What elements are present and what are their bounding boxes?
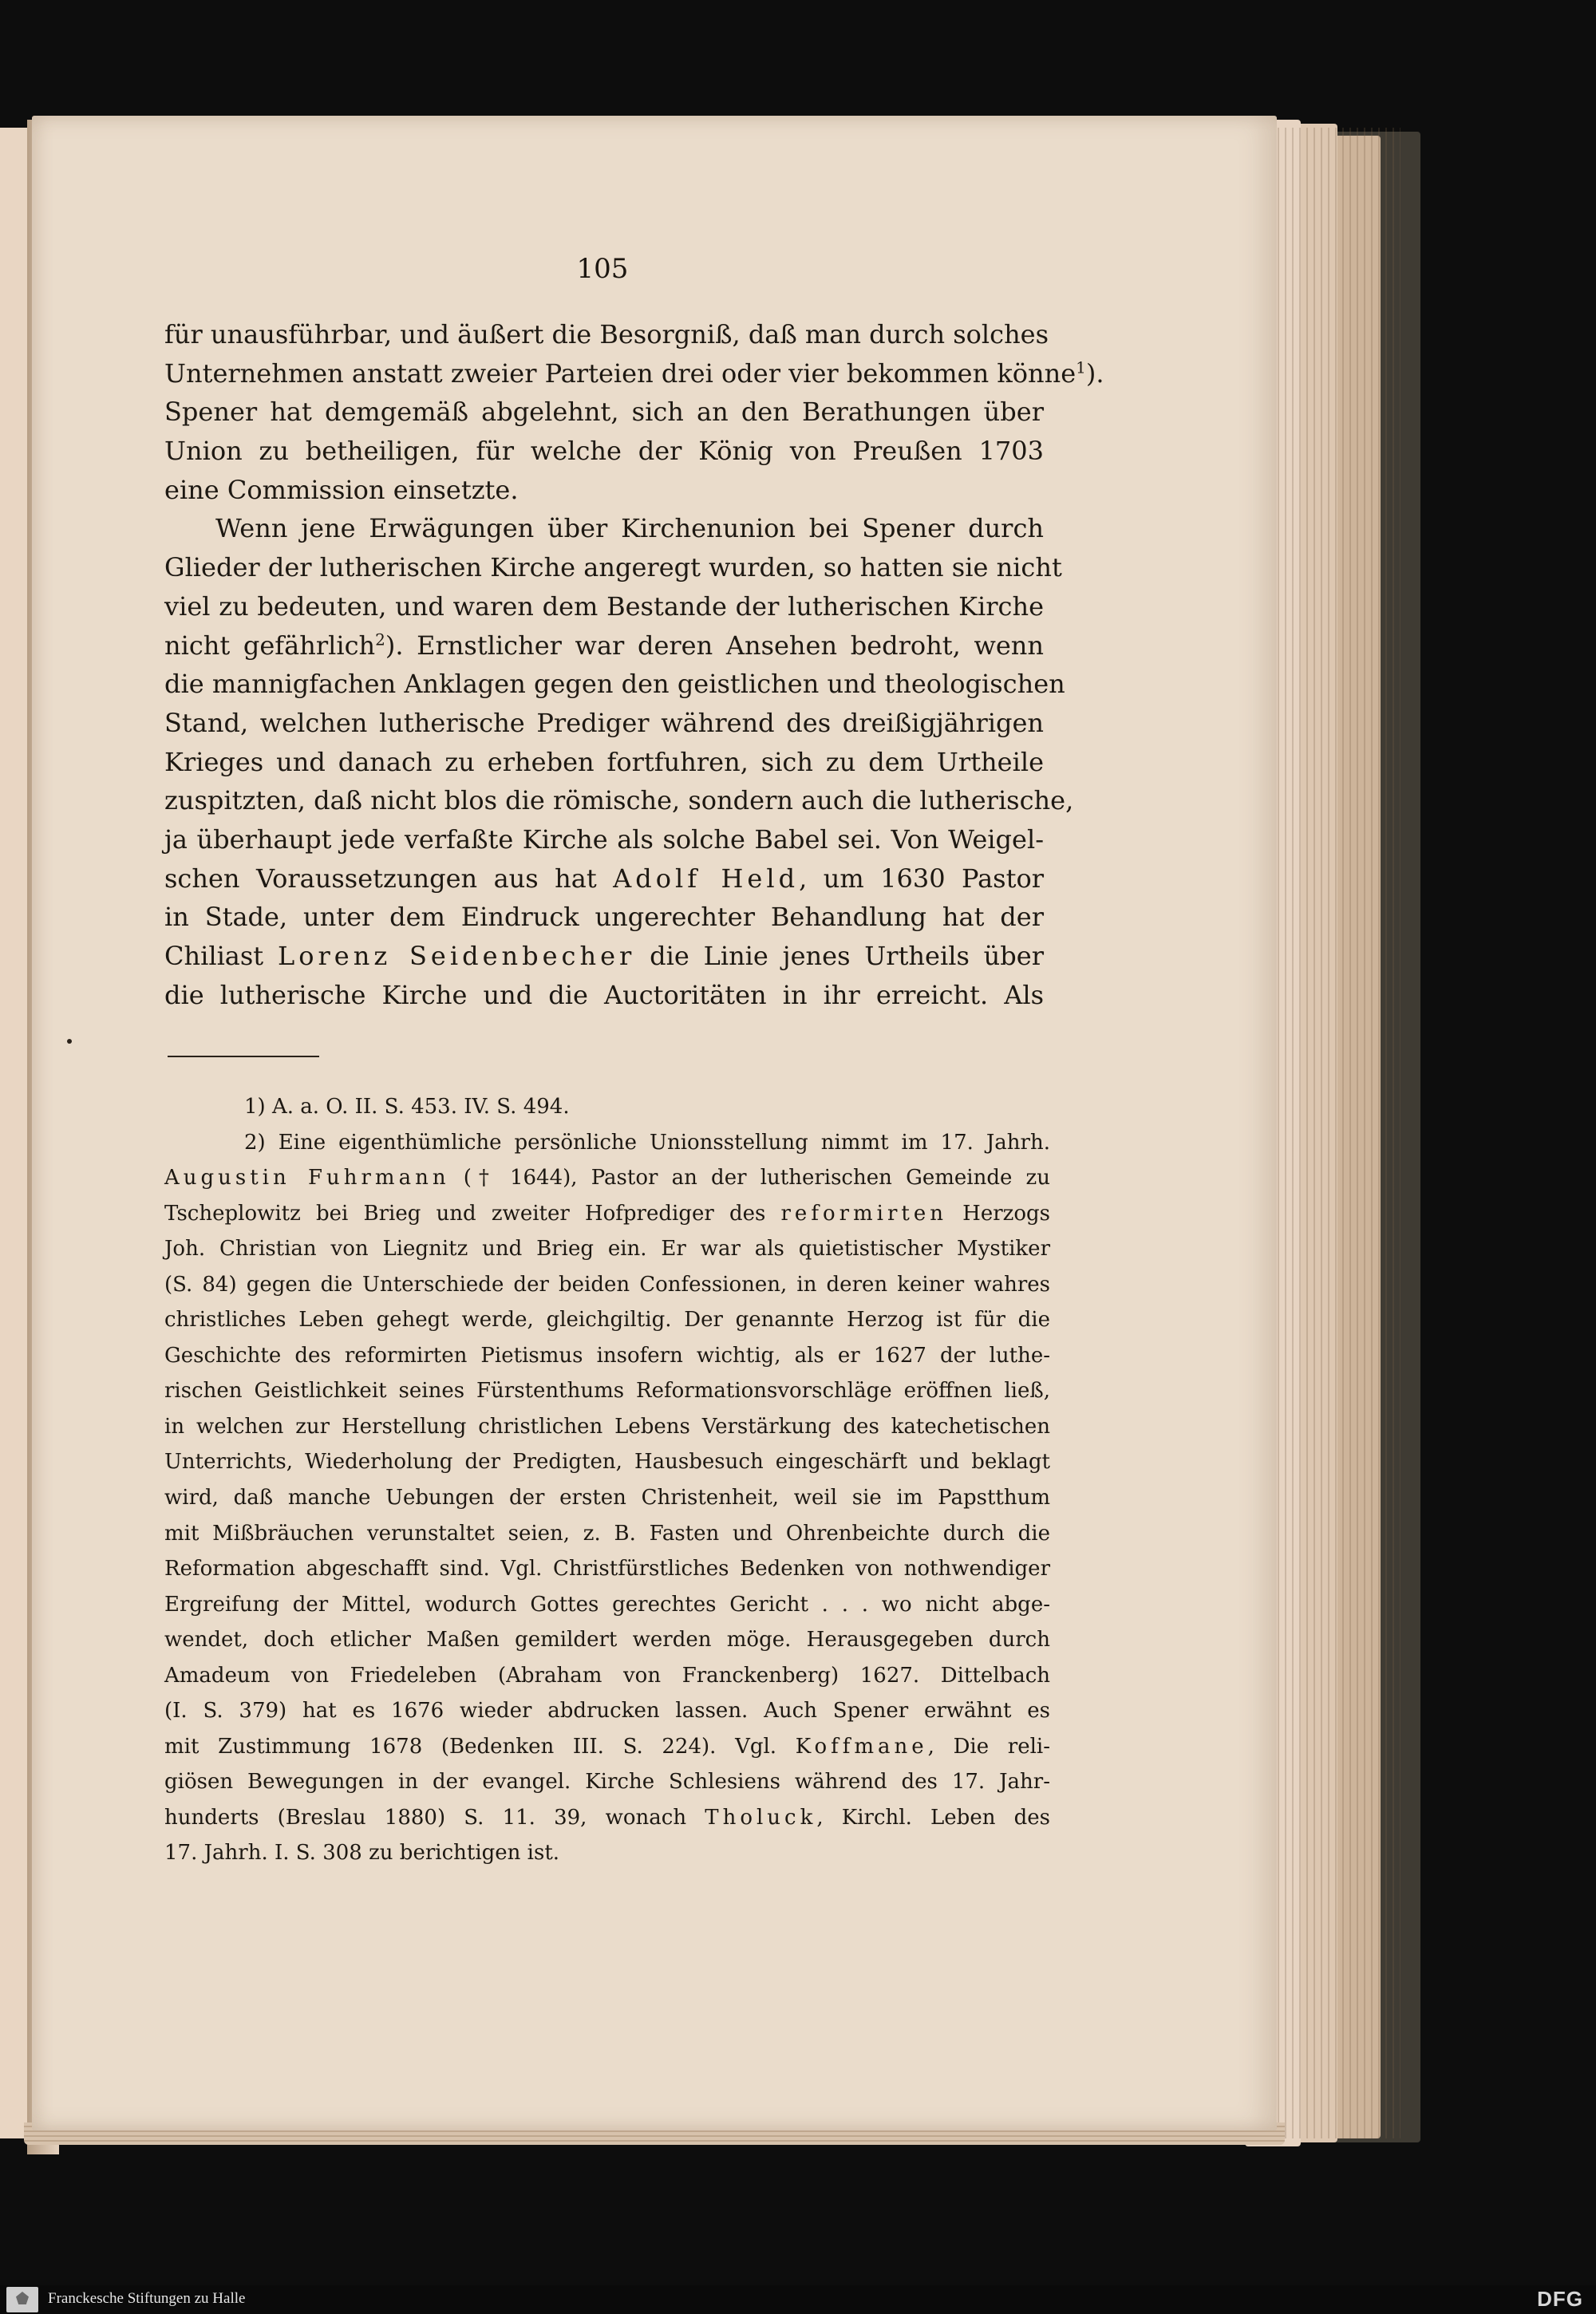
body-line: Spener hat demgemäß abgelehnt, sich an den Berathungen über [164,397,1044,428]
footnote-rule [168,1056,319,1057]
footnote-ref: 2 [375,629,385,649]
body-line: Wenn jene Erwägungen über Kirchenunion bei Spener durch [215,513,1044,544]
footnote-line: christliches Leben gehegt werde, gleichgiltig. Der genannte Herzog ist für die [164,1308,1050,1333]
footnote-line: 2) Eine eigenthümliche persönliche Unionsstellung nimmt im 17. Jahrh. [244,1130,1050,1155]
body-line: schen Voraussetzungen aus hat Adolf Held, um 1630 Pastor [164,863,1045,894]
footnote-line: giösen Bewegungen in der evangel. Kirche Schlesiens während des 17. Jahr- [164,1770,1050,1795]
body-line: eine Commission einsetzte. [164,474,519,505]
body-line: die lutherische Kirche und die Auctoritäten in ihr erreicht. Als [164,979,1044,1010]
footnote-line: wird, daß manche Uebungen der ersten Christenheit, weil sie im Papstthum [164,1486,1050,1510]
person-name: Adolf Held [613,863,800,894]
body-line: Unternehmen anstatt zweier Parteien drei oder vier bekommen könne$^1$). [164,357,1104,389]
institution-logo-icon [6,2287,38,2312]
page-number: 105 [576,253,629,285]
footnote-line: 1) A. a. O. II. S. 453. IV. S. 494. [244,1095,570,1119]
footnote-line: mit Mißbräuchen verunstaltet seien, z. B. Fasten und Ohrenbeichte durch die [164,1521,1050,1546]
body-line: viel zu bedeuten, und waren dem Bestande der lutherischen Kirche [164,590,1044,622]
footnote-line: hunderts (Breslau 1880) S. 11. 39, wonach Tholuck, Kirchl. Leben des [164,1805,1050,1830]
margin-mark [67,1039,72,1044]
person-name: Augustin Fuhrmann [164,1166,450,1191]
body-text [164,315,1104,1014]
person-name: Tholuck [705,1805,817,1830]
footnotes [164,1089,1050,1871]
footnote-line: wendet, doch etlicher Maßen gemildert werden möge. Herausgegeben durch [164,1628,1050,1653]
body-line: nicht gefährlich$^2$). Ernstlicher war deren Ansehen bedroht, wenn [164,629,1045,661]
footnote-line: (S. 84) gegen die Unterschiede der beiden Confessionen, in deren keiner wahres [164,1272,1050,1297]
footnote-line: 17. Jahrh. I. S. 308 zu berichtigen ist. [164,1841,560,1866]
footnote-line: Reformation abgeschafft sind. Vgl. Christfürstliches Bedenken von nothwendiger [164,1557,1050,1581]
person-name: Lorenz Seidenbecher [277,941,636,971]
body-line: Stand, welchen lutherische Prediger während des dreißigjährigen [164,707,1044,738]
footnote-line: Geschichte des reformirten Pietismus insofern wichtig, als er 1627 der luthe- [164,1343,1050,1368]
footnote-line: in welchen zur Herstellung christlichen Lebens Verstärkung des katechetischen [164,1414,1050,1439]
footnote-line: (I. S. 379) hat es 1676 wieder abdrucken lassen. Auch Spener erwähnt es [164,1699,1050,1724]
footnote-line: Tscheplowitz bei Brieg und zweiter Hofprediger des reformirten Herzogs [164,1201,1050,1226]
body-line: Glieder der lutherischen Kirche angeregt wurden, so hatten sie nicht [164,552,1062,583]
footnote-ref: 1 [1076,357,1086,377]
body-line: die mannigfachen Anklagen gegen den geistlichen und theologischen [164,669,1065,700]
footnote-line: mit Zustimmung 1678 (Bedenken III. S. 224). Vgl. Koffmane, Die reli- [164,1734,1051,1759]
footnote-line: Unterrichts, Wiederholung der Predigten, Hausbesuch eingeschärft und beklagt [164,1450,1050,1475]
footnote-line: rischen Geistlichkeit seines Fürstenthums Reformationsvorschläge eröffnen ließ, [164,1379,1050,1404]
body-line: Union zu betheiligen, für welche der König von Preußen 1703 [164,436,1044,467]
person-name: Koffmane [795,1734,928,1759]
body-line: Krieges und danach zu erheben fortfuhren, sich zu dem Urtheile [164,746,1044,777]
body-line: in Stade, unter dem Eindruck ungerechter Behandlung hat der [164,902,1044,933]
body-line: zuspitzten, daß nicht blos die römische, sondern auch die lutherische, [164,785,1074,816]
footnote-line: Ergreifung der Mittel, wodurch Gottes gerechtes Gericht . . . wo nicht abge- [164,1592,1050,1617]
body-line: für unausführbar, und äußert die Besorgniß, daß man durch solches [164,319,1049,349]
body-line: Chiliast Lorenz Seidenbecher die Linie jenes Urtheils über [164,941,1045,971]
footnote-line: Joh. Christian von Liegnitz und Brieg ein. Er war als quietistischer Mystiker [164,1237,1050,1262]
footnote-line: Amadeum von Friedeleben (Abraham von Franckenberg) 1627. Dittelbach [164,1663,1050,1688]
footnote-line: Augustin Fuhrmann († 1644), Pastor an der lutherischen Gemeinde zu [164,1166,1050,1191]
dfg-logo: DFG [1537,2287,1583,2311]
body-line: ja überhaupt jede verfaßte Kirche als solche Babel sei. Von Weigel- [164,823,1044,855]
institution-name: Franckesche Stiftungen zu Halle [48,2290,246,2307]
emphasis: reformirten [780,1201,947,1226]
